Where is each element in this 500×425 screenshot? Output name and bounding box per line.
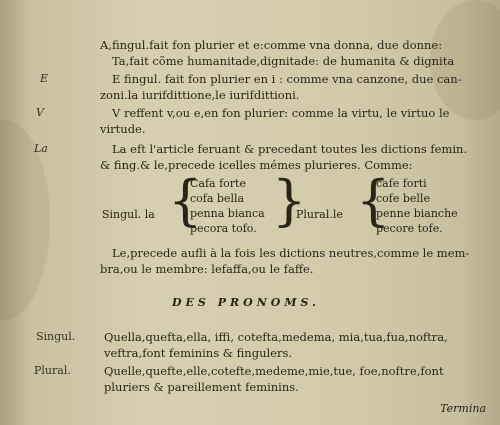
text-line: A,fingul.fait fon plurier et e:comme vna donna, due donne:	[100, 38, 443, 52]
left-brace: {	[356, 169, 391, 232]
margin-letter-e: E	[40, 72, 49, 85]
singular-item: pecora tofo.	[190, 222, 257, 235]
margin-letter-v: V	[36, 106, 44, 119]
singular-item: cofa bella	[190, 192, 245, 205]
text-line: E fingul. fait fon plurier en i : comme vna canzone, due can-	[112, 72, 462, 86]
catchword: Termina	[440, 402, 486, 415]
text-line: zoni.la iurifdittione,le iurifdittioni.	[100, 88, 300, 102]
table-label-singular: Singul. la	[102, 208, 155, 221]
text-line: Quelle,quefte,elle,cotefte,medeme,mie,tue, foe,noftre,font	[104, 364, 444, 378]
plural-item: penne bianche	[376, 207, 458, 220]
text-line: bra,ou le membre: lefaffa,ou le faffe.	[100, 262, 314, 276]
margin-label-plural: Plural.	[34, 364, 71, 377]
plural-item: cofe belle	[376, 192, 430, 205]
text-line: La eft l'article feruant & precedant toutes les dictions femin.	[112, 142, 468, 156]
left-brace: {	[168, 169, 203, 232]
singular-item: penna bianca	[190, 207, 265, 220]
text-line: pluriers & pareillement feminins.	[104, 380, 299, 394]
singular-column	[190, 176, 265, 236]
text-line: Ta,fait cõme humanitade,dignitade: de humanita & dignita	[112, 54, 455, 68]
plural-item: pecore tofe.	[376, 222, 443, 235]
text-line: & fing.& le,precede icelles mémes plurieres. Comme:	[100, 158, 413, 172]
margin-label-singul: Singul.	[36, 330, 76, 343]
section-heading: DES PRONOMS.	[172, 296, 320, 309]
singular-item: Cafa forte	[190, 177, 246, 190]
plural-column	[376, 176, 458, 236]
text-line: virtude.	[100, 122, 146, 136]
right-brace: }	[272, 169, 307, 232]
text-line: Le,precede aufli à la fois les dictions neutres,comme le mem-	[112, 246, 470, 260]
plural-item: cafe forti	[376, 177, 427, 190]
table-label-plural: Plural.le	[296, 208, 343, 221]
text-line: veftra,font feminins & fingulers.	[104, 346, 293, 360]
margin-label-la: La	[34, 142, 48, 155]
text-line: V reffent v,ou e,en fon plurier: comme la virtu, le virtuo le	[112, 106, 450, 120]
text-line: Quella,quefta,ella, iffi, cotefta,medema, mia,tua,fua,noftra,	[104, 330, 448, 344]
